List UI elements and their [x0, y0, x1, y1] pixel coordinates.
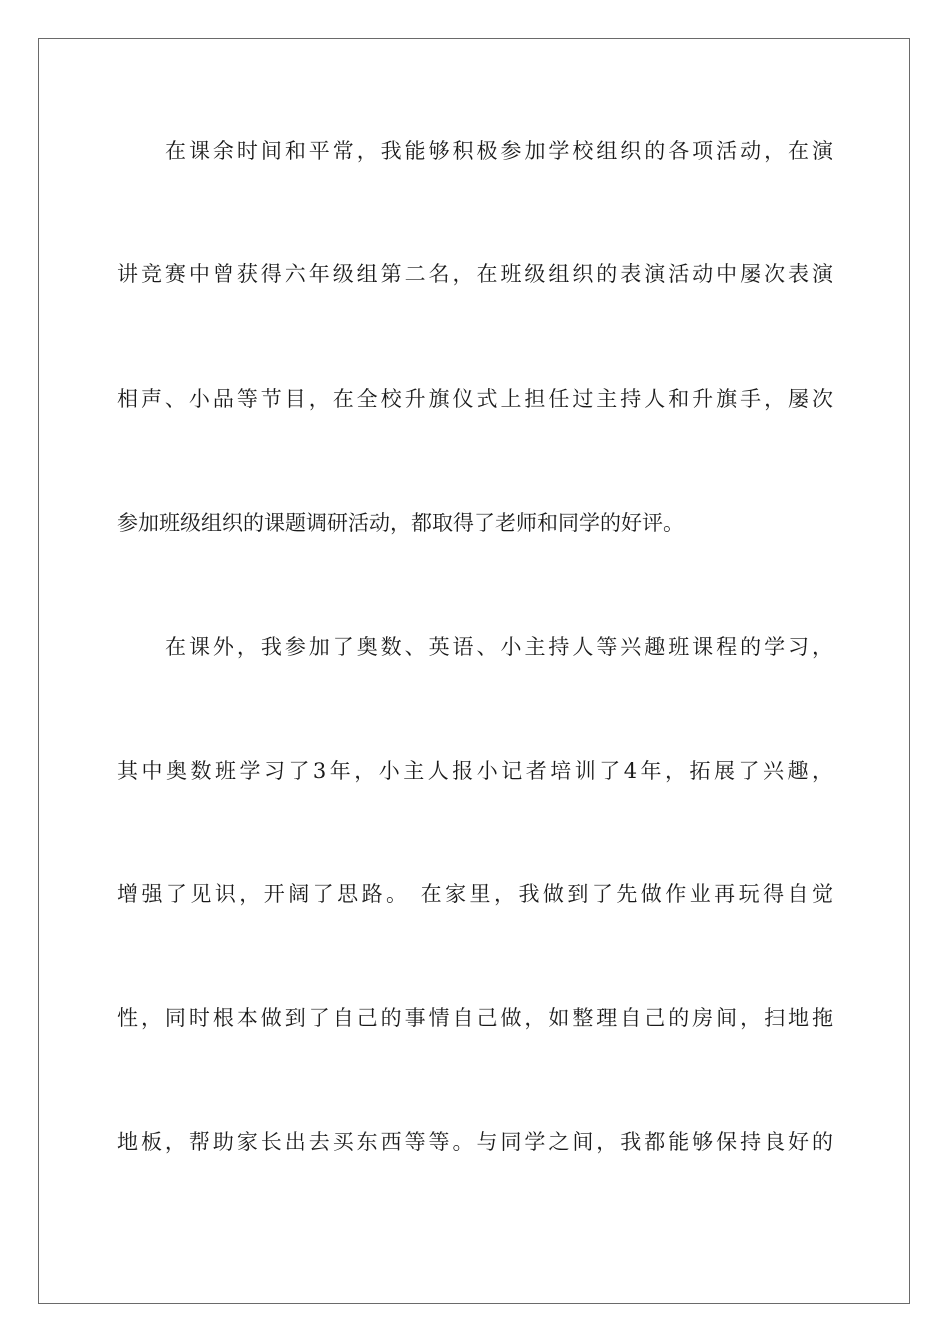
paragraph-2-line-2: 其中奥数班学习了3年，小主人报小记者培训了4年，拓展了兴趣，: [117, 759, 833, 783]
paragraph-1-line-2: 讲竞赛中曾获得六年级组第二名，在班级组织的表演活动中屡次表演: [117, 262, 833, 286]
paragraph-2-line-3: 增强了见识，开阔了思路。 在家里，我做到了先做作业再玩得自觉: [117, 882, 833, 906]
paragraph-1-line-3: 相声、小品等节目，在全校升旗仪式上担任过主持人和升旗手，屡次: [117, 387, 833, 411]
paragraph-2-line-1: 在课外，我参加了奥数、英语、小主持人等兴趣班课程的学习，: [165, 635, 833, 659]
page-border: [38, 38, 910, 1304]
paragraph-1-line-4: 参加班级组织的课题调研活动，都取得了老师和同学的好评。: [117, 511, 684, 535]
paragraph-1-line-1: 在课余时间和平常，我能够积极参加学校组织的各项活动，在演: [165, 139, 833, 163]
paragraph-2-line-4: 性，同时根本做到了自己的事情自己做，如整理自己的房间，扫地拖: [117, 1006, 833, 1030]
paragraph-2-line-5: 地板，帮助家长出去买东西等等。与同学之间，我都能够保持良好的: [117, 1130, 833, 1154]
